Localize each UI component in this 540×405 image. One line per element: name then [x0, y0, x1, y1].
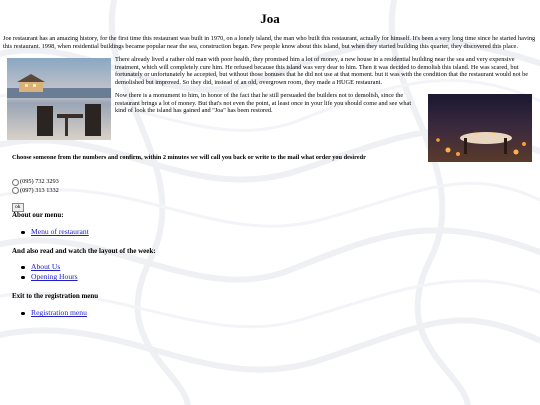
beach-dinner-photo [7, 58, 111, 140]
ok-button[interactable]: ok [12, 203, 24, 212]
story-paragraph-1: There already lived a rather old man with poor health, they promised him a lot of money, a new house in a residential building near the sea and very expensive treatment, which will completely cure him. He refused because this island was very dear to him. Then it was decided to demolish this island. He was scared, but fortunately or unfortunately he accepted, but without those bonuses that he did not use at that moment. but it was with the condition that the restaurant would not be demolished but improved. So they did, instead of an old, overgrown room, they made a HUGE restaurant. [115, 56, 529, 86]
registration-menu-link[interactable]: Registration menu [31, 308, 87, 318]
menu-of-restaurant-link[interactable]: Menu of restaurant [31, 227, 89, 237]
phone-options [12, 178, 59, 195]
menu-links [30, 227, 89, 237]
link-item [30, 262, 78, 272]
phone-option-1[interactable]: (095) 732 3293 [12, 178, 59, 187]
opening-hours-link[interactable]: Opening Hours [31, 272, 78, 282]
page-title: Joa [260, 11, 280, 26]
menu-heading: About our menu: [12, 211, 64, 220]
week-links [30, 262, 78, 282]
week-heading: And also read and watch the layout of the week: [12, 247, 156, 256]
intro-paragraph: Joe restaurant has an amazing history, for the first time this restaurant was built in 1970, on a lonely island, the man who built this restaurant, actually for himself. It's been a very long time since he started having this restaurant. 1998, when residential buildings became popular near the sea, construction began. Few people know about this island, but when they started building this quarter, they discovered this place. [3, 35, 536, 50]
story-section [3, 56, 537, 318]
radio-button[interactable] [12, 187, 19, 194]
about-us-link[interactable]: About Us [31, 262, 61, 272]
registration-links [30, 308, 87, 318]
candlelight-dinner-photo [428, 94, 532, 162]
callback-instructions: Choose someone from the numbers and confirm, within 2 minutes we will call you back or write to the mail what order you desiredr [12, 154, 366, 162]
radio-button[interactable] [12, 179, 19, 186]
story-paragraph-2: Now there is a monument to him, in honor of the fact that he still persuaded the builders not to demolish, since the restaurant brings a lot of money. But that's not even the point, at least once in your life you should come and see what kind of look the island has gained and "Joa" has been restored. [115, 92, 412, 115]
phone-option-2[interactable]: (097) 313 1332 [12, 187, 59, 196]
link-item [30, 227, 89, 237]
registration-heading: Exit to the registration menu [12, 292, 99, 301]
link-item [30, 272, 78, 282]
link-item [30, 308, 87, 318]
